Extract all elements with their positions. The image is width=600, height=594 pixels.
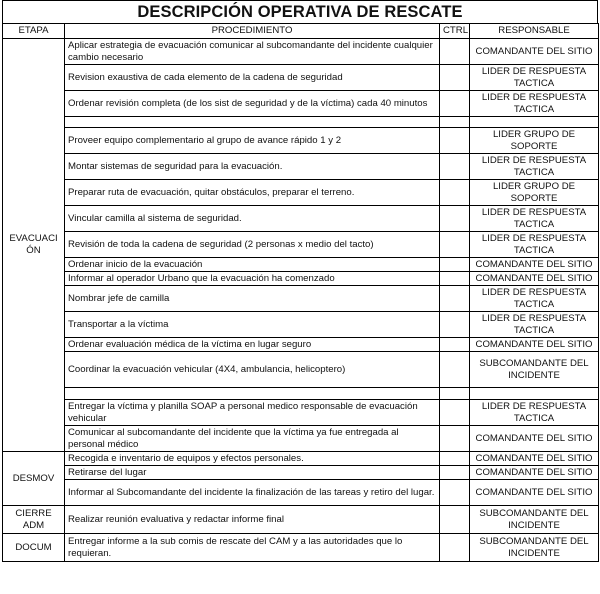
procedure-cell xyxy=(65,388,440,400)
responsible-cell: COMANDANTE DEL SITIO xyxy=(470,426,599,452)
ctrl-cell[interactable] xyxy=(440,388,470,400)
ctrl-cell[interactable] xyxy=(440,128,470,154)
table-row xyxy=(3,312,599,338)
table-row xyxy=(3,180,599,206)
stage-desmov: DESMOV xyxy=(3,452,65,506)
ctrl-cell[interactable] xyxy=(440,452,470,466)
procedure-cell: Comunicar al subcomandante del incidente que la víctima ya fue entregada al personal médico xyxy=(65,426,440,452)
table-row xyxy=(3,286,599,312)
table-row-blank xyxy=(3,388,599,400)
ctrl-cell[interactable] xyxy=(440,466,470,480)
rescue-sheet xyxy=(2,0,598,562)
responsible-cell: LIDER DE RESPUESTA TACTICA xyxy=(470,286,599,312)
procedure-cell: Revisión de toda la cadena de seguridad (2 personas x medio del tacto) xyxy=(65,232,440,258)
table-row xyxy=(3,426,599,452)
ctrl-cell[interactable] xyxy=(440,232,470,258)
stage-evacuacion: EVACUACIÓN xyxy=(3,39,65,452)
procedure-cell: Ordenar revisión completa (de los sist de seguridad y de la víctima) cada 40 minutos xyxy=(65,91,440,117)
ctrl-cell[interactable] xyxy=(440,286,470,312)
table-row xyxy=(3,466,599,480)
responsible-cell: SUBCOMANDANTE DEL INCIDENTE xyxy=(470,352,599,388)
responsible-cell xyxy=(470,117,599,128)
ctrl-cell[interactable] xyxy=(440,534,470,562)
table-row xyxy=(3,154,599,180)
responsible-cell: LIDER GRUPO DE SOPORTE xyxy=(470,128,599,154)
ctrl-cell[interactable] xyxy=(440,154,470,180)
ctrl-cell[interactable] xyxy=(440,91,470,117)
ctrl-cell[interactable] xyxy=(440,400,470,426)
table-row xyxy=(3,128,599,154)
table-row xyxy=(3,272,599,286)
ctrl-cell[interactable] xyxy=(440,180,470,206)
table-row-blank xyxy=(3,117,599,128)
document-title: DESCRIPCIÓN OPERATIVA DE RESCATE xyxy=(2,0,598,23)
procedure-cell: Ordenar evaluación médica de la víctima en lugar seguro xyxy=(65,338,440,352)
column-header-responsable: RESPONSABLE xyxy=(470,24,599,39)
header-row xyxy=(3,24,599,39)
column-header-procedimiento: PROCEDIMIENTO xyxy=(65,24,440,39)
responsible-cell: LIDER DE RESPUESTA TACTICA xyxy=(470,400,599,426)
ctrl-cell[interactable] xyxy=(440,312,470,338)
procedure-cell: Transportar a la víctima xyxy=(65,312,440,338)
procedure-cell: Informar al operador Urbano que la evacuación ha comenzado xyxy=(65,272,440,286)
ctrl-cell[interactable] xyxy=(440,426,470,452)
responsible-cell xyxy=(470,388,599,400)
ctrl-cell[interactable] xyxy=(440,272,470,286)
procedure-cell: Entregar informe a la sub comis de rescate del CAM y a las autoridades que lo requieran. xyxy=(65,534,440,562)
ctrl-cell[interactable] xyxy=(440,258,470,272)
responsible-cell: LIDER DE RESPUESTA TACTICA xyxy=(470,206,599,232)
table-row xyxy=(3,206,599,232)
responsible-cell: LIDER DE RESPUESTA TACTICA xyxy=(470,232,599,258)
responsible-cell: LIDER DE RESPUESTA TACTICA xyxy=(470,154,599,180)
procedure-cell: Proveer equipo complementario al grupo de avance rápido 1 y 2 xyxy=(65,128,440,154)
table-row xyxy=(3,258,599,272)
responsible-cell: COMANDANTE DEL SITIO xyxy=(470,338,599,352)
procedure-cell: Ordenar inicio de la evacuación xyxy=(65,258,440,272)
responsible-cell: LIDER DE RESPUESTA TACTICA xyxy=(470,91,599,117)
procedure-cell: Vincular camilla al sistema de seguridad. xyxy=(65,206,440,232)
table-row xyxy=(3,338,599,352)
responsible-cell: COMANDANTE DEL SITIO xyxy=(470,466,599,480)
procedure-cell: Montar sistemas de seguridad para la evacuación. xyxy=(65,154,440,180)
ctrl-cell[interactable] xyxy=(440,480,470,506)
procedure-cell: Retirarse del lugar xyxy=(65,466,440,480)
ctrl-cell[interactable] xyxy=(440,206,470,232)
responsible-cell: LIDER DE RESPUESTA TACTICA xyxy=(470,312,599,338)
responsible-cell: LIDER DE RESPUESTA TACTICA xyxy=(470,65,599,91)
responsible-cell: SUBCOMANDANTE DEL INCIDENTE xyxy=(470,534,599,562)
procedure-cell: Coordinar la evacuación vehicular (4X4, ambulancia, helicoptero) xyxy=(65,352,440,388)
ctrl-cell[interactable] xyxy=(440,117,470,128)
responsible-cell: COMANDANTE DEL SITIO xyxy=(470,452,599,466)
column-header-etapa: ETAPA xyxy=(3,24,65,39)
procedure-cell: Informar al Subcomandante del incidente la finalización de las tareas y retiro del lugar. xyxy=(65,480,440,506)
responsible-cell: SUBCOMANDANTE DEL INCIDENTE xyxy=(470,506,599,534)
table-row xyxy=(3,65,599,91)
responsible-cell: COMANDANTE DEL SITIO xyxy=(470,480,599,506)
responsible-cell: COMANDANTE DEL SITIO xyxy=(470,272,599,286)
procedure-cell xyxy=(65,117,440,128)
procedure-cell: Entregar la víctima y planilla SOAP a personal medico responsable de evacuación vehicular xyxy=(65,400,440,426)
procedure-cell: Preparar ruta de evacuación, quitar obstáculos, preparar el terreno. xyxy=(65,180,440,206)
table-row xyxy=(3,39,599,65)
ctrl-cell[interactable] xyxy=(440,65,470,91)
responsible-cell: COMANDANTE DEL SITIO xyxy=(470,258,599,272)
procedure-table xyxy=(2,23,599,562)
table-row xyxy=(3,452,599,466)
procedure-cell: Realizar reunión evaluativa y redactar informe final xyxy=(65,506,440,534)
procedure-cell: Revision exaustiva de cada elemento de la cadena de seguridad xyxy=(65,65,440,91)
stage-cierre-adm: CIERRE ADM xyxy=(3,506,65,534)
table-row xyxy=(3,232,599,258)
ctrl-cell[interactable] xyxy=(440,39,470,65)
table-row xyxy=(3,534,599,562)
ctrl-cell[interactable] xyxy=(440,506,470,534)
stage-docum: DOCUM xyxy=(3,534,65,562)
ctrl-cell[interactable] xyxy=(440,338,470,352)
procedure-cell: Nombrar jefe de camilla xyxy=(65,286,440,312)
table-row xyxy=(3,480,599,506)
table-row xyxy=(3,352,599,388)
procedure-cell: Recogida e inventario de equipos y efectos personales. xyxy=(65,452,440,466)
table-row xyxy=(3,91,599,117)
table-row xyxy=(3,400,599,426)
ctrl-cell[interactable] xyxy=(440,352,470,388)
responsible-cell: COMANDANTE DEL SITIO xyxy=(470,39,599,65)
table-row xyxy=(3,506,599,534)
responsible-cell: LIDER GRUPO DE SOPORTE xyxy=(470,180,599,206)
procedure-cell: Aplicar estrategia de evacuación comunicar al subcomandante del incidente cualquier cambio necesario xyxy=(65,39,440,65)
column-header-ctrl: CTRL xyxy=(440,24,470,39)
